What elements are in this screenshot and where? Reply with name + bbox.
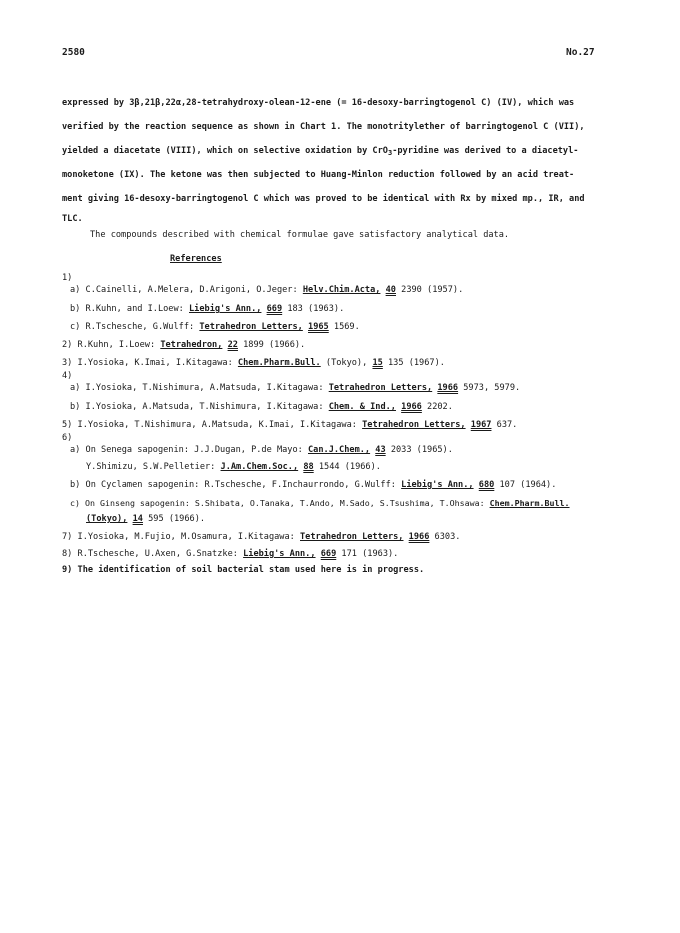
ref-journal: Tetrahedron Letters, [300,532,404,542]
ref-journal: Tetrahedron Letters, [362,420,466,430]
page-number: 2580 [62,47,85,58]
ref-volume: 1966 [401,402,422,412]
reference-item [70,480,556,490]
ref-pages: 2202. [421,402,453,412]
reference-item [70,498,570,508]
ref-authors: c) R.Tschesche, G.Wulff: [70,322,200,332]
ref-volume: 88 [303,462,314,472]
ref-pages: 183 (1963). [282,304,345,314]
reference-item [62,532,460,542]
ref-journal: Chem.Pharm.Bull. [237,358,321,368]
ref-volume: 22 [227,340,238,350]
ref-authors: 8) R.Tschesche, U.Axen, G.Snatzke: [62,549,244,559]
body-line: TLC. [62,214,83,224]
reference-item [70,322,360,332]
ref-volume: 680 [478,480,495,490]
ref-location: (Tokyo), [320,358,373,368]
ref-authors: b) I.Yosioka, A.Matsuda, T.Nishimura, I.Kitagawa: [70,402,329,412]
ref-journal: (Tokyo), [86,514,128,524]
ref-authors: 2) R.Kuhn, I.Loew: [62,340,161,350]
ref-journal: Liebig's Ann., [401,480,474,490]
ref-authors: 5) I.Yosioka, T.Nishimura, A.Matsuda, K.Imai, I.Kitagawa: [62,420,363,430]
ref-number: 4) [62,371,73,381]
references-heading: References [170,254,222,264]
ref-pages: 6303. [429,532,461,542]
ref-authors: a) I.Yosioka, T.Nishimura, A.Matsuda, I.Kitagawa: [70,383,329,393]
ref-journal: Liebig's Ann., [243,549,316,559]
ref-authors: a) C.Cainelli, A.Melera, D.Arigoni, O.Jeger: [70,285,303,295]
ref-volume: 40 [385,285,396,295]
ref-journal: Tetrahedron Letters, [199,322,303,332]
analytical-note: The compounds described with chemical formulae gave satisfactory analytical data. [90,230,510,240]
ref-volume: 43 [375,445,386,455]
ref-authors: a) On Senega sapogenin: J.J.Dugan, P.de Mayo: [70,445,308,455]
ref-authors: c) On Ginseng sapogenin: S.Shibata, O.Tanaka, T.Ando, M.Sado, S.Tsushima, T.Ohsawa: [70,498,490,508]
ref-pages: 2390 (1957). [395,285,464,295]
ref-journal: Chem. & Ind., [328,402,396,412]
ref-journal: Chem.Pharm.Bull. [489,498,570,508]
reference-item [86,514,205,524]
ref-authors: b) R.Kuhn, and I.Loew: [70,304,189,314]
reference-item [86,462,381,472]
reference-item: 9) The identification of soil bacterial stam used here is in progress. [62,565,425,575]
ref-pages: 135 (1967). [382,358,445,368]
body-line: verified by the reaction sequence as shown in Chart 1. The monotritylether of barringtogenol C (VII), [62,122,585,132]
ref-pages: 2033 (1965). [385,445,453,455]
ref-volume: 1966 [437,383,459,393]
body-text: yielded a diacetate (VIII), which on selective oxidation by CrO [62,146,388,156]
ref-volume: 15 [372,358,383,368]
ref-pages: 171 (1963). [336,549,399,559]
ref-pages: 595 (1966). [142,514,206,524]
reference-item [70,445,453,455]
ref-volume: 1965 [308,322,329,332]
body-line [62,146,578,157]
ref-authors: Y.Shimizu, S.W.Pelletier: [86,462,221,472]
body-line: expressed by 3β,21β,22α,28-tetrahydroxy-olean-12-ene (= 16-desoxy-barringtogenol C) (IV), which was [62,98,575,108]
ref-volume: 669 [320,549,337,559]
ref-pages: 637. [491,420,518,430]
ref-volume: 14 [132,514,143,524]
journal-number: No.27 [566,47,595,58]
ref-journal: Can.J.Chem., [308,445,371,455]
ref-pages: 107 (1964). [494,480,557,490]
reference-item [62,358,445,368]
body-text: -pyridine was derived to a diacetyl- [392,146,579,156]
body-line: ment giving 16-desoxy-barringtogenol C which was proved to be identical with Rx by mixed mp., IR, and [62,194,585,204]
ref-journal: Helv.Chim.Acta, [302,285,381,295]
ref-journal: Liebig's Ann., [189,304,262,314]
reference-item [62,549,398,559]
ref-pages: 1544 (1966). [313,462,381,472]
ref-pages: 5973, 5979. [458,383,521,393]
reference-item [70,402,453,412]
ref-pages: 1899 (1966). [237,340,306,350]
ref-authors: 7) I.Yosioka, M.Fujio, M.Osamura, I.Kitagawa: [62,532,300,542]
ref-journal: Tetrahedron, [160,340,223,350]
ref-volume: 1967 [470,420,492,430]
ref-authors: b) On Cyclamen sapogenin: R.Tschesche, F.Inchaurrondo, G.Wulff: [70,480,402,490]
ref-number: 6) [62,433,73,443]
reference-item [62,420,517,430]
ref-authors: 3) I.Yosioka, K.Imai, I.Kitagawa: [62,358,238,368]
ref-pages: 1569. [328,322,360,332]
ref-volume: 669 [266,304,283,314]
reference-item [70,383,520,393]
ref-journal: Tetrahedron Letters, [328,383,433,393]
ref-number: 1) [62,273,73,283]
reference-item [70,304,344,314]
body-line: monoketone (IX). The ketone was then subjected to Huang-Minlon reduction followed by an acid treat- [62,170,575,180]
reference-item [70,285,463,295]
ref-journal: J.Am.Chem.Soc., [220,462,299,472]
ref-volume: 1966 [408,532,430,542]
subscript: 3 [387,149,393,157]
reference-item [62,340,305,350]
